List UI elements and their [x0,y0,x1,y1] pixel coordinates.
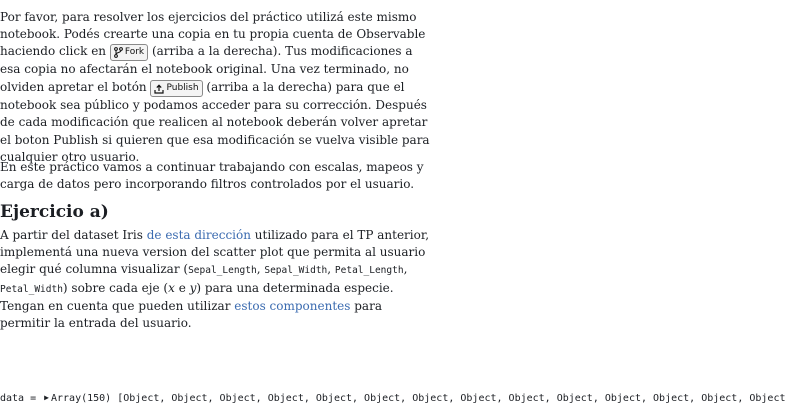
expand-caret-icon[interactable]: ▶ [44,393,49,402]
description-paragraph: En este práctico vamos a continuar trabajando con escalas, mapeos y carga de datos pero incorporando filtros controlados por el usuario. [0,160,424,192]
exercise-text-4: ) para una determinada especie. Tengan en cuenta que pueden utilizar [0,280,394,313]
code-petal-width: Petal_Width [0,283,63,295]
exercise-text-5: para permitir la entrada del usuario. [0,298,382,331]
data-cell-output[interactable] [0,391,786,405]
code-sepal-length: Sepal_Length [188,265,257,277]
upload-icon [154,84,164,94]
intro-text-2: (arriba a la derecha). Tus modificaciones a esa copia no afectarán el notebook original. Una vez terminado, no olviden apretar el botón [0,44,413,94]
publish-button[interactable] [150,80,202,97]
output-variable: data [0,393,25,404]
code-petal-length: Petal_Length [334,265,404,277]
exercise-heading: Ejercicio a) [0,202,109,222]
components-link[interactable]: estos componentes [234,298,351,313]
code-sepal-width: Sepal_Width [264,265,328,277]
separator: , [327,262,335,277]
exercise-paragraph [0,227,432,332]
axis-y: y [189,280,197,295]
fork-label: Fork [124,47,145,58]
separator: , [256,262,265,277]
intro-text-1: Por favor, para resolver los ejercicios del práctico utilizá este mismo notebook. Podés crearte una copia en tu propia cuenta de Observable haciendo click en [0,10,426,59]
conjunction: e [178,280,186,295]
axis-x: x [168,280,175,295]
fork-button[interactable] [110,44,148,61]
output-value: Array(150) [Object, Object, Object, Object, Object, Object, Object, Object, Object, Object, Object, Object, Object, Object [50,393,786,404]
exercise-text-2: utilizado para el TP anterior, implementá una nueva version del scatter plot que permita al usuario elegir qué columna visualizar ( [0,228,430,277]
publish-label: Publish [166,83,199,94]
separator: , [403,262,408,277]
exercise-text-3: ) sobre cada eje ( [62,280,169,295]
exercise-text-1: A partir del dataset Iris [0,228,143,242]
output-equals: = [24,393,43,404]
fork-icon [114,47,123,58]
intro-text-3: (arriba a la derecha) para que el notebook sea público y podamos acceder para su corrección. Después de cada modificación que realicen al notebook deberán volver apretar el boton Publish si quieren que esa modificación se vuelva visible para cualquier otro usuario. [0,79,430,164]
dataset-link[interactable]: de esta dirección [146,228,251,242]
intro-paragraph [0,9,432,166]
